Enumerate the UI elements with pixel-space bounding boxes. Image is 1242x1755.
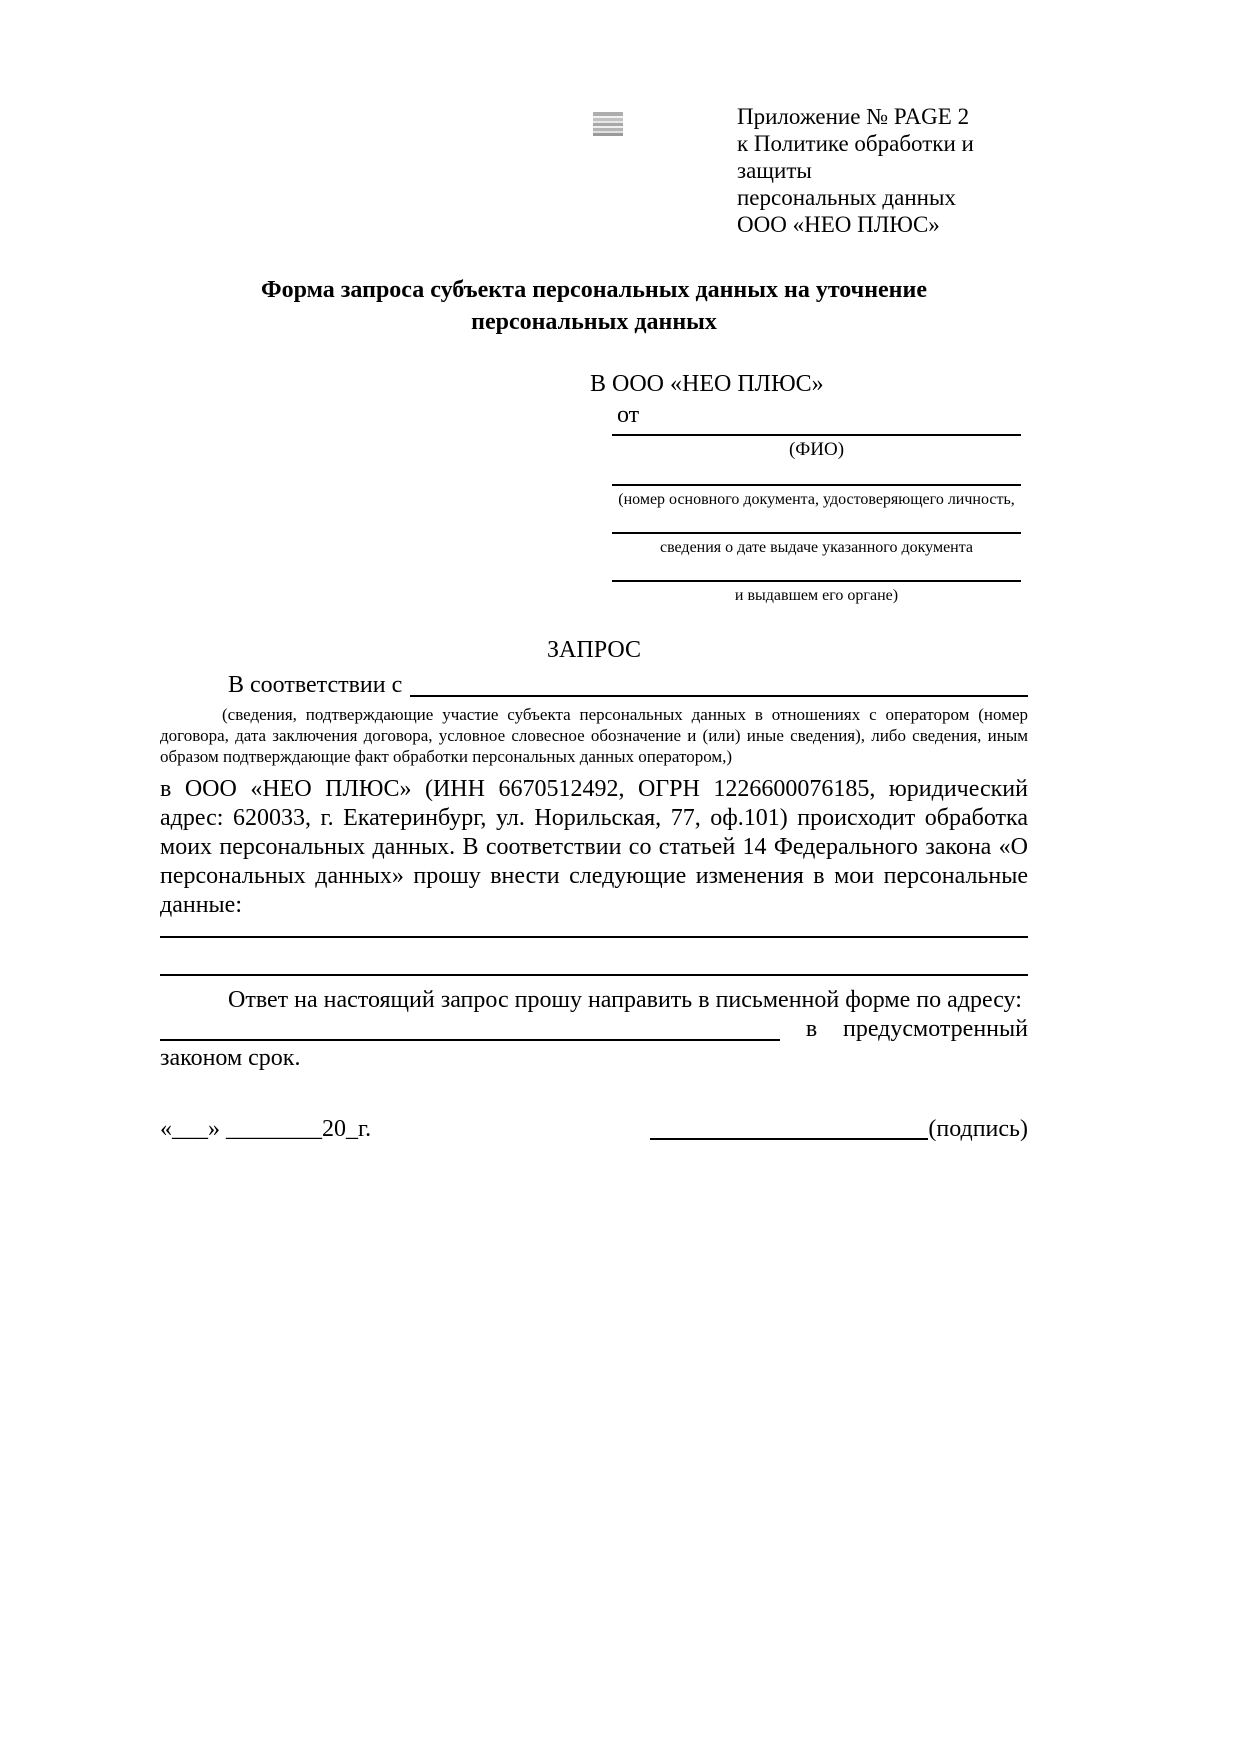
reply-word-term: предусмотренный xyxy=(842,1016,1028,1042)
document-number-field xyxy=(590,484,1028,510)
write-in-line-2 xyxy=(160,974,1028,976)
write-in-line-1 xyxy=(160,936,1028,938)
document-header xyxy=(737,103,1028,238)
date-blank-text: «___» ________20_г. xyxy=(160,1116,372,1142)
addressee-block xyxy=(590,370,1028,606)
reply-tail: законом срок. xyxy=(160,1045,301,1071)
header-line-appendix: Приложение № PAGE 2 xyxy=(737,104,970,129)
issuing-authority-caption: и выдавшем его органе) xyxy=(734,587,899,604)
fio-field xyxy=(590,434,1028,462)
issue-date-field xyxy=(590,532,1028,558)
reply-instruction: Ответ на настоящий запрос прошу направить в письменной форме по адресу: xyxy=(228,987,1022,1013)
issue-date-blank-line xyxy=(612,532,1021,534)
header-line-policy: к Политике обработки и защиты xyxy=(737,131,974,183)
header-line-personal-data: персональных данных xyxy=(737,185,956,210)
issuing-authority-blank-line xyxy=(612,580,1021,582)
fio-blank-line xyxy=(612,434,1021,436)
signature-caption: (подпись) xyxy=(928,1116,1028,1142)
issuing-authority-field xyxy=(590,580,1028,606)
fio-caption: (ФИО) xyxy=(788,439,845,460)
addressee-to: В ООО «НЕО ПЛЮС» xyxy=(590,371,824,397)
request-body: в ООО «НЕО ПЛЮС» (ИНН 6670512492, ОГРН 1226600076185, юридический адрес: 620033, г. Екатеринбург, ул. Норильская, 77, оф.101) происходит обработка моих персональных данных. В соответствии со статьей 14 Федерального закона «О персональных данных» прошу внести следующие изменения в мои персональные данные: xyxy=(160,776,1028,918)
document-number-caption: (номер основного документа, удостоверяющего личность, xyxy=(618,491,1015,508)
lead-in-line xyxy=(160,671,1028,700)
document-title: Форма запроса субъекта персональных данных на уточнение персональных данных xyxy=(261,277,927,335)
signature-group xyxy=(650,1115,1028,1144)
reply-address-line xyxy=(160,1015,1028,1044)
address-blank-line xyxy=(160,1039,780,1041)
request-heading: ЗАПРОС xyxy=(547,637,641,663)
signature-blank-line xyxy=(650,1138,928,1140)
lead-in-blank-line xyxy=(410,695,1028,697)
document-content xyxy=(160,0,1028,1144)
document-number-blank-line xyxy=(612,484,1021,486)
issue-date-caption: сведения о дате выдаче указанного документа xyxy=(659,539,974,556)
addressee-from-label: от xyxy=(617,402,640,428)
signature-row xyxy=(160,1115,1028,1144)
header-line-company: ООО «НЕО ПЛЮС» xyxy=(737,212,940,237)
lead-in-footnote: (сведения, подтверждающие участие субъекта персональных данных в отношениях с оператором (номер договора, дата заключения договора, условное словесное обозначение и (или) иные сведения), либо сведения, иным образом подтверждающие факт обработки персональных данных оператором,) xyxy=(160,705,1028,766)
reply-word-in: в xyxy=(805,1016,818,1042)
lead-in-text: В соответствии с xyxy=(228,672,403,698)
